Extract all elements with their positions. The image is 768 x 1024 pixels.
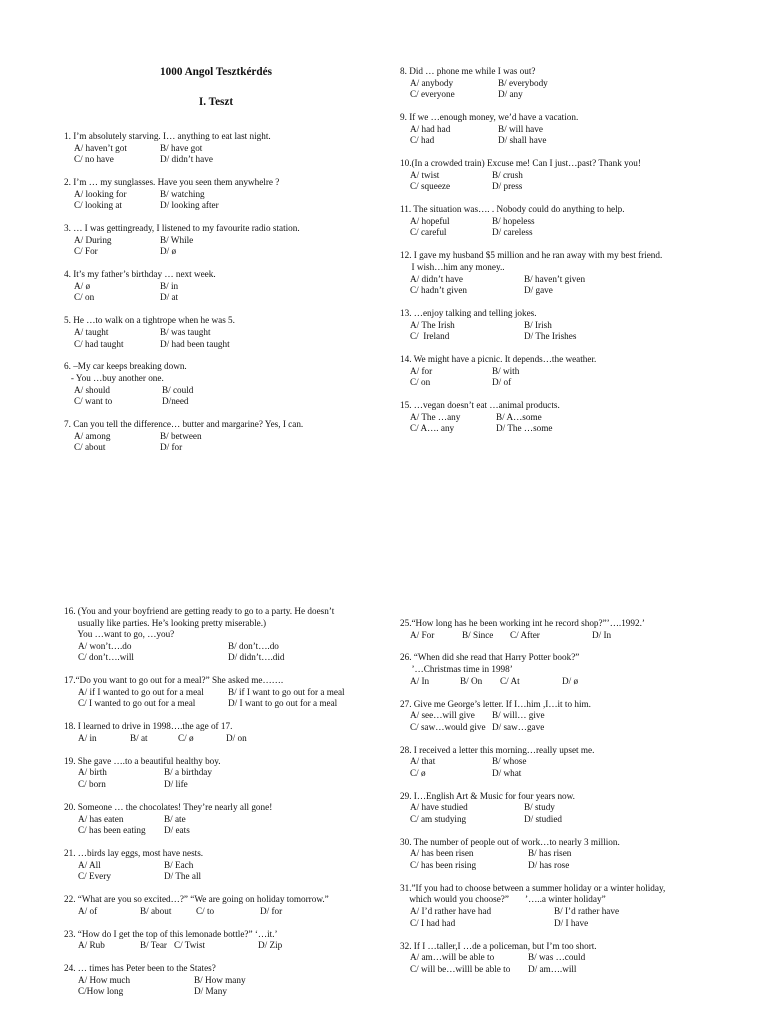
answer-option: D/ didn’t have <box>160 154 213 165</box>
answer-options-row <box>64 143 384 155</box>
answer-options-row <box>400 170 700 182</box>
answer-option: B/ will have <box>498 123 543 134</box>
answer-option: C/ Ireland <box>410 331 450 342</box>
answer-options-row <box>400 756 700 768</box>
answer-option: C/ born <box>78 779 106 790</box>
question <box>400 745 700 780</box>
answer-option: D/ on <box>226 732 247 743</box>
answer-options-row <box>400 814 700 826</box>
answer-option: A/ anybody <box>410 77 454 88</box>
question-text: 24. … times has Peter been to the States? <box>64 963 216 974</box>
answer-option: D/ looking after <box>160 200 219 211</box>
answer-options-row <box>64 431 384 443</box>
question <box>400 941 700 976</box>
question-text: 20. Someone … the chocolates! They’re nearly all gone! <box>64 801 273 812</box>
answer-option: D/ for <box>160 442 183 453</box>
answer-option: B/ haven’t given <box>524 273 586 284</box>
question <box>64 848 384 883</box>
answer-options-row <box>400 227 700 239</box>
question <box>400 204 700 239</box>
answer-option: D/ at <box>160 292 179 303</box>
question <box>400 837 700 872</box>
question-text: 32. If I …taller,I …de a policeman, but I’m too short. <box>400 940 597 951</box>
answer-option: C/ am studying <box>410 813 467 824</box>
answer-option: B/ whose <box>492 756 527 767</box>
question <box>400 883 700 929</box>
answer-options-row <box>64 235 384 247</box>
right-top-questions <box>400 66 700 446</box>
answer-options-row <box>64 442 384 454</box>
answer-options-row <box>64 327 384 339</box>
answer-options-row <box>64 246 384 258</box>
answer-option: C/ careful <box>410 227 447 238</box>
question <box>64 606 384 664</box>
answer-option: C/ to <box>196 905 215 916</box>
question-text: 25.“How long has he been working int he record shop?”’….1992.’ <box>400 618 645 628</box>
answer-option: D/ shall have <box>498 135 547 146</box>
question <box>64 131 384 166</box>
answer-option: B/ everybody <box>498 77 548 88</box>
answer-option: A/ twist <box>410 169 440 180</box>
answer-option: B/ have got <box>160 142 203 153</box>
question-text: 15. …vegan doesn’t eat …animal products. <box>400 400 560 411</box>
answer-options-row <box>64 200 384 212</box>
answer-option: B/ was taught <box>160 326 211 337</box>
answer-options-row <box>400 135 700 147</box>
answer-option: D/ saw…gave <box>492 721 545 732</box>
answer-option: B/ On <box>460 675 483 686</box>
question <box>400 250 700 296</box>
answer-options-row <box>400 676 700 688</box>
question-text: usually like parties. He’s looking pretty miserable.) <box>64 617 267 628</box>
answer-options-row <box>64 281 384 293</box>
answer-option: A/ am…will be able to <box>410 952 495 963</box>
question-text: 31.”If you had to choose between a summer holiday or a winter holiday, <box>400 882 666 893</box>
answer-option: C/ A…. any <box>410 423 455 434</box>
answer-options-row <box>400 423 700 435</box>
answer-option: A/ should <box>74 384 110 395</box>
left-top-questions <box>64 131 384 465</box>
answer-options-row <box>64 975 384 987</box>
test-heading: I. Teszt <box>198 96 234 108</box>
question <box>400 400 700 435</box>
answer-option: C/ I wanted to go out for a meal <box>78 698 196 709</box>
answer-option: B/ study <box>524 802 555 813</box>
answer-option: B/ a birthday <box>164 767 212 778</box>
answer-option: A/ in <box>78 732 97 743</box>
answer-option: A/ The Irish <box>410 319 455 330</box>
answer-option: D/ careless <box>492 227 533 238</box>
answer-option: A/ have studied <box>410 802 468 813</box>
answer-options-row <box>64 986 384 998</box>
answer-option: B/ Since <box>462 629 494 640</box>
answer-option: B/ could <box>162 384 194 395</box>
answer-option: D/ gave <box>524 285 553 296</box>
answer-options-row <box>64 814 384 826</box>
answer-options-row <box>64 779 384 791</box>
answer-options-row <box>400 274 700 286</box>
answer-option: C/ will be…willl be able to <box>410 963 511 974</box>
answer-options-row <box>400 710 700 722</box>
answer-options-row <box>400 848 700 860</box>
answer-option: A/ if I wanted to go out for a meal <box>78 686 204 697</box>
question <box>400 354 700 389</box>
answer-options-row <box>64 292 384 304</box>
answer-option: D/ I have <box>554 917 589 928</box>
question <box>400 652 700 687</box>
question-text: 11. The situation was…. . Nobody could do anything to help. <box>400 204 625 215</box>
answer-option: C/ ø <box>410 767 426 778</box>
answer-option: A/ didn’t have <box>410 273 463 284</box>
answer-option: D/ for <box>260 905 283 916</box>
answer-options-row <box>400 366 700 378</box>
answer-option: D/ didn’t….did <box>228 652 285 663</box>
answer-option: D/ The Irishes <box>524 331 577 342</box>
answer-options-row <box>400 331 700 343</box>
answer-option: D/ eats <box>164 825 190 836</box>
answer-option: B/ will… give <box>492 710 545 721</box>
answer-options-row <box>400 216 700 228</box>
answer-option: D/need <box>162 396 189 407</box>
question-text: 14. We might have a picnic. It depends…the weather. <box>400 354 597 365</box>
question <box>64 315 384 350</box>
answer-option: C/ has been eating <box>78 825 146 836</box>
question-text: 18. I learned to drive in 1998….the age of 17. <box>64 721 233 732</box>
answer-option: B/ with <box>492 365 520 376</box>
question-text: 10.(In a crowded train) Excuse me! Can I just…past? Thank you! <box>400 158 641 169</box>
answer-options-row <box>64 189 384 201</box>
answer-options-row <box>64 396 384 408</box>
answer-option: A/ has eaten <box>78 813 124 824</box>
question-text: 28. I received a letter this morning…really upset me. <box>400 744 595 755</box>
right-bottom-questions <box>400 618 700 987</box>
answer-option: D/ studied <box>524 813 563 824</box>
question <box>64 721 384 744</box>
answer-option: D/ any <box>498 89 523 100</box>
answer-options-row <box>64 154 384 166</box>
answer-option: B/ hopeless <box>492 215 535 226</box>
answer-options-row <box>400 377 700 389</box>
question <box>400 699 700 734</box>
question <box>400 618 700 641</box>
question-text: 21. …birds lay eggs, most have nests. <box>64 847 204 858</box>
question-text: 12. I gave my husband $5 million and he ran away with my best friend. <box>400 250 663 261</box>
answer-option: B/ ate <box>164 813 186 824</box>
answer-option: B/ don’t….do <box>228 640 279 651</box>
answer-option: B/ I’d rather have <box>554 906 620 917</box>
question <box>64 223 384 258</box>
answer-option: A/ birth <box>78 767 107 778</box>
answer-options-row <box>400 630 700 642</box>
answer-options-row <box>64 733 384 745</box>
answer-option: A/ haven’t got <box>74 142 127 153</box>
answer-options-row <box>400 802 700 814</box>
answer-option: B/ How many <box>194 974 246 985</box>
answer-option: B/ While <box>160 234 194 245</box>
question-text: - You …buy another one. <box>64 372 164 383</box>
question <box>64 675 384 710</box>
answer-options-row <box>400 89 700 101</box>
answer-option: D/ ø <box>562 675 579 686</box>
question-text: 6. –My car keeps breaking down. <box>64 361 187 372</box>
answer-options-row <box>64 339 384 351</box>
answer-options-row <box>400 722 700 734</box>
answer-option: B/ at <box>130 732 148 743</box>
answer-option: D/ Zip <box>258 940 283 951</box>
question-text: 8. Did … phone me while I was out? <box>400 66 536 76</box>
question-text: 3. … I was gettingready, I listened to my favourite radio station. <box>64 223 300 234</box>
answer-option: C/ At <box>500 675 520 686</box>
answer-options-row <box>400 918 700 930</box>
answer-option: A/ taught <box>74 326 109 337</box>
answer-option: D/ Many <box>194 986 227 997</box>
question <box>64 894 384 917</box>
answer-options-row <box>400 412 700 424</box>
question <box>64 177 384 212</box>
answer-option: A/ For <box>410 629 435 640</box>
answer-options-row <box>64 385 384 397</box>
question-text: which would you choose?” ’…..a winter holiday” <box>400 894 606 905</box>
question-text: 22. “What are you so excited…?” “We are going on holiday tomorrow.” <box>64 894 329 905</box>
question-text: 29. I…English Art & Music for four years now. <box>400 790 575 801</box>
answer-option: C/ I had had <box>410 917 456 928</box>
question <box>64 963 384 998</box>
answer-options-row <box>64 871 384 883</box>
answer-option: A/ looking for <box>74 188 127 199</box>
answer-option: D/ The …some <box>496 423 553 434</box>
answer-option: C/How long <box>78 986 124 997</box>
answer-option: D/ In <box>592 629 612 640</box>
answer-option: C/ no have <box>74 154 114 165</box>
question <box>400 308 700 343</box>
answer-option: A/ see…will give <box>410 710 475 721</box>
answer-option: D/ what <box>492 767 522 778</box>
answer-options-row <box>64 652 384 664</box>
answer-options-row <box>64 906 384 918</box>
answer-option: B/ if I want to go out for a meal <box>228 686 345 697</box>
answer-options-row <box>64 641 384 653</box>
question <box>400 158 700 193</box>
question-text: 26. “When did she read that Harry Potter book?” <box>400 652 580 663</box>
answer-option: C/ saw…would give <box>410 721 486 732</box>
answer-option: C/ For <box>74 246 98 257</box>
question-text: ’…Christmas time in 1998’ <box>400 664 513 675</box>
answer-option: A/ that <box>410 756 436 767</box>
answer-option: B/ was …could <box>528 952 586 963</box>
answer-option: B/ Irish <box>524 319 552 330</box>
answer-options-row <box>64 698 384 710</box>
answer-option: B/ Each <box>164 859 194 870</box>
answer-option: B/ watching <box>160 188 205 199</box>
answer-option: D/ I want to go out for a meal <box>228 698 338 709</box>
answer-options-row <box>400 952 700 964</box>
answer-option: C/ looking at <box>74 200 122 211</box>
question-text: 7. Can you tell the difference… butter and margarine? Yes, I can. <box>64 419 304 430</box>
answer-options-row <box>400 181 700 193</box>
answer-options-row <box>400 124 700 136</box>
answer-option: B/ Tear <box>140 940 167 951</box>
question <box>400 66 700 101</box>
question-text: 19. She gave ….to a beautiful healthy boy. <box>64 755 221 766</box>
answer-options-row <box>64 825 384 837</box>
question-text: 30. The number of people out of work…to nearly 3 million. <box>400 836 620 847</box>
question-text: 4. It’s my father’s birthday … next week. <box>64 269 216 280</box>
answer-option: C/ Twist <box>174 940 206 951</box>
question-text: 1. I’m absolutely starving. I… anything to eat last night. <box>64 131 271 141</box>
answer-option: C/ has been rising <box>410 859 477 870</box>
answer-option: D/ of <box>492 377 512 388</box>
answer-options-row <box>400 906 700 918</box>
answer-option: B/ in <box>160 280 179 291</box>
question <box>64 929 384 952</box>
answer-options-row <box>400 285 700 297</box>
answer-option: D/ has rose <box>528 859 570 870</box>
question-text: You …want to go, …you? <box>64 629 175 640</box>
answer-option: B/ has risen <box>528 848 572 859</box>
answer-option: D/ The all <box>164 871 202 882</box>
question-text: 17.“Do you want to go out for a meal?” She asked me……. <box>64 675 284 686</box>
answer-option: C/ hadn’t given <box>410 285 467 296</box>
answer-option: C/ want to <box>74 396 113 407</box>
answer-option: D/ life <box>164 779 188 790</box>
answer-option: D/ am….will <box>528 963 577 974</box>
answer-options-row <box>64 767 384 779</box>
answer-option: B/ about <box>140 905 172 916</box>
question-text: 23. “How do I get the top of this lemonade bottle?” ‘…it.’ <box>64 928 278 939</box>
answer-option: A/ hopeful <box>410 215 450 226</box>
answer-option: C/ had taught <box>74 338 124 349</box>
question <box>400 791 700 826</box>
answer-option: B/ crush <box>492 169 523 180</box>
left-bottom-questions <box>64 606 384 1009</box>
answer-option: C/ everyone <box>410 89 455 100</box>
answer-option: A/ I’d rather have had <box>410 906 492 917</box>
question-text: 27. Give me George’s letter. If I…him ,I…it to him. <box>400 698 591 709</box>
document-title: 1000 Angol Tesztkérdés <box>160 66 272 78</box>
question-text: I wish…him any money.. <box>400 261 505 272</box>
answer-options-row <box>64 687 384 699</box>
answer-option: C/ ø <box>178 732 194 743</box>
answer-options-row <box>400 320 700 332</box>
answer-option: A/ has been risen <box>410 848 474 859</box>
answer-option: C/ squeeze <box>410 181 451 192</box>
answer-option: C/ had <box>410 135 435 146</box>
answer-option: D/ ø <box>160 246 177 257</box>
answer-option: A/ ø <box>74 280 91 291</box>
question-text: 5. He …to walk on a tightrope when he was 5. <box>64 315 235 326</box>
answer-option: C/ on <box>410 377 431 388</box>
answer-options-row <box>400 768 700 780</box>
question <box>64 361 384 407</box>
question-text: 16. (You and your boyfriend are getting ready to go to a party. He doesn’t <box>64 606 335 616</box>
answer-option: D/ press <box>492 181 523 192</box>
question-text: 9. If we …enough money, we’d have a vacation. <box>400 112 579 123</box>
answer-option: A/ Rub <box>78 940 105 951</box>
answer-options-row <box>400 860 700 872</box>
answer-option: A/ of <box>78 905 98 916</box>
answer-option: A/ won’t….do <box>78 640 132 651</box>
answer-option: A/ among <box>74 430 111 441</box>
answer-option: A/ How much <box>78 974 131 985</box>
question <box>400 112 700 147</box>
answer-option: A/ All <box>78 859 101 870</box>
question <box>64 756 384 791</box>
answer-option: A/ The …any <box>410 411 461 422</box>
answer-options-row <box>400 964 700 976</box>
answer-option: A/ In <box>410 675 430 686</box>
answer-option: C/ Every <box>78 871 111 882</box>
question-text: 13. …enjoy talking and telling jokes. <box>400 307 537 318</box>
question-text: 2. I’m … my sunglasses. Have you seen them anywhelre ? <box>64 177 280 188</box>
question <box>64 269 384 304</box>
answer-option: A/ During <box>74 234 112 245</box>
question <box>64 802 384 837</box>
answer-option: B/ between <box>160 430 202 441</box>
answer-options-row <box>64 940 384 952</box>
answer-option: C/ After <box>510 629 540 640</box>
answer-option: C/ about <box>74 442 106 453</box>
answer-option: A/ had had <box>410 123 451 134</box>
answer-option: D/ had been taught <box>160 338 230 349</box>
answer-option: C/ on <box>74 292 95 303</box>
answer-option: B/ A…some <box>496 411 542 422</box>
answer-option: A/ for <box>410 365 433 376</box>
answer-options-row <box>400 78 700 90</box>
answer-options-row <box>64 860 384 872</box>
answer-option: C/ don’t….will <box>78 652 134 663</box>
question <box>64 419 384 454</box>
